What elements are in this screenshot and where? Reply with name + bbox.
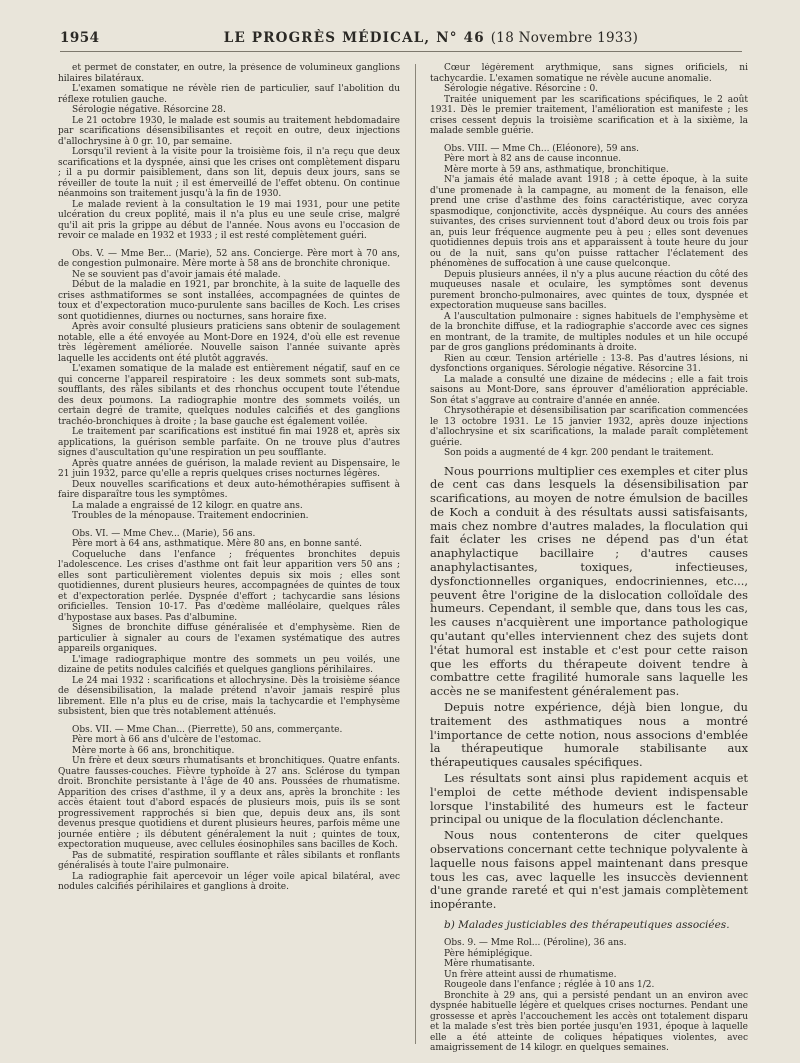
paragraph: Rien au cœur. Tension artérielle : 13-8. Pas d'autres lésions, ni dysfonctions organiques. Sérologie négative. Résorcine 31. (430, 353, 748, 374)
paragraph: Mère rhumatisante. (444, 959, 535, 969)
paragraph: Signes de bronchite diffuse généralisée et d'emphysème. Rien de particulier à signaler au cours de l'examen systématique des autres appareils organiques. (58, 623, 400, 654)
paragraph: Père hémiplégique. (444, 948, 533, 959)
paragraph: La radiographie fait apercevoir un léger voile apical bilatéral, avec nodules calcifiés périhilaires et ganglions à droite. (58, 871, 400, 892)
paragraph: et permet de constater, en outre, la présence de volumineux ganglions hilaires bilatéraux. (58, 63, 400, 84)
paragraph: Pas de submatité, respiration soufflante et râles sibilants et ronflants généralisés à toute l'aire pulmonaire. (58, 850, 400, 871)
column-divider (415, 64, 416, 1044)
left-column (58, 63, 400, 1053)
paragraph: Son poids a augmenté de 4 kgr. 200 pendant le traitement. (444, 448, 714, 458)
paragraph: Père mort à 64 ans, asthmatique. Mère 80 ans, en bonne santé. (72, 539, 363, 549)
running-title (120, 30, 742, 46)
paragraph: Début de la maladie en 1921, par bronchite, à la suite de laquelle des crises asthmatiformes se sont installées, accompagnées de quintes de toux et d'expectoration muco-purulente sans bacilles de Koch. Les crises sont quotidiennes, diurnes ou nocturnes, sans horaire fixe. (58, 280, 400, 322)
issue-date: (18 Novembre 1933) (490, 30, 639, 46)
paragraph: Mère morte à 59 ans, asthmatique, bronchitique. (444, 164, 669, 175)
paragraph: Coqueluche dans l'enfance ; fréquentes bronchites depuis l'adolescence. Les crises d'asthme ont fait leur apparition vers 50 ans ; elles sont particulièrement violentes depuis six mois ; elles sont quotidiennes, durent plusieurs heures, accompagnées de quintes de toux et d'expectoration perlée. Dyspnée d'effort ; tachycardie sans lésions orificielles. Tension 10-17. Pas d'œdème malléolaire, quelques râles d'hypostase aux bases. Pas d'albumine. (58, 549, 400, 623)
paragraph: L'image radiographique montre des sommets un peu voilés, une dizaine de petits nodules calcifiés et quelques ganglions périhilaires. (58, 654, 400, 675)
paragraph: L'examen somatique ne révèle rien de particulier, sauf l'abolition du réflexe rotulien gauche. (58, 84, 400, 105)
page-number: 1954 (60, 30, 100, 46)
paragraph: Traitée uniquement par les scarifications spécifiques, le 2 août 1931. Dès le premier traitement, l'amélioration est manifeste ; les crises cessent depuis la troisième scarification et à la sixième, la malade semble guérie. (430, 94, 748, 136)
observation-heading: Obs. VIII. — Mme Ch... (Eléonore), 59 ans. (444, 143, 640, 154)
page-header (60, 30, 742, 52)
paragraph: Après quatre années de guérison, la malade revient au Dispensaire, le 21 juin 1932, parce qu'elle a repris quelques crises nocturnes légères. (58, 458, 400, 479)
paragraph: Un frère atteint aussi de rhumatisme. (444, 969, 617, 980)
paragraph: Père mort à 66 ans d'ulcère de l'estomac. (72, 735, 262, 745)
paragraph: Bronchite à 29 ans, qui a persisté pendant un an environ avec dyspnée habituelle légère et quelques crises nocturnes. Pendant une grossesse et après l'accouchement les accès ont totalement disparu et la malade s'est très bien portée jusqu'en 1931, époque à laquelle elle a été atteinte de coliques hépatiques violentes, avec amaigrissement de 14 kilogr. en quelques semaines. (430, 990, 748, 1053)
paragraph: N'a jamais été malade avant 1918 ; à cette époque, à la suite d'une promenade à la campagne, au moment de la fenaison, elle prend une crise d'asthme des foins caractéristique, avec coryza spasmodique, conjonctivite, accès dyspnéique. Au cours des années suivantes, des crises surviennent tout d'abord deux ou trois fois par an, puis leur fréquence augmente peu à peu ; elles sont devenues quotidiennes depuis trois ans et apparaissent à toute heure du jour ou de la nuit, sans qu'on puisse rattacher l'éclatement des phénomènes de suffocation à une cause quelconque. (430, 175, 748, 269)
issue-number: N° 46 (436, 30, 485, 46)
paragraph: Le 24 mai 1932 : scarifications et allochrysine. Dès la troisième séance de désensibilisation, la malade prétend n'avoir jamais respiré plus librement. Elle n'a plus eu de crise, mais la tachycardie et l'emphysème subsistent, bien que très notablement atténués. (58, 675, 400, 717)
paragraph: La malade a engraissé de 12 kilogr. en quatre ans. (72, 500, 303, 511)
journal-name: LE PROGRÈS MÉDICAL, (223, 30, 431, 46)
paragraph: Ne se souvient pas d'avoir jamais été malade. (72, 269, 281, 280)
observation-heading: Obs. VII. — Mme Chan... (Pierrette), 50 ans, commerçante. (72, 724, 343, 735)
paragraph: L'examen somatique de la malade est entièrement négatif, sauf en ce qui concerne l'appareil respiratoire : les deux sommets sont sub-mats, soufflants, des râles sibilants et des rhonchus occupent toute l'étendue des deux poumons. La radiographie montre des sommets voilés, un certain degré de tramite, quelques nodules calcifiés et des ganglions trachéo-bronchiques à droite ; la base gauche est également voilée. (58, 364, 400, 427)
observation-heading: Obs. V. — Mme Ber... (Marie), 52 ans. Concierge. Père mort à 70 ans, de congestion pulmonaire. Mère morte à 58 ans de bronchite chronique. (58, 248, 400, 269)
paragraph: Lorsqu'il revient à la visite pour la troisième fois, il n'a reçu que deux scarifications et la dyspnée, ainsi que les crises ont complètement disparu ; il a pu dormir paisiblement, dans son lit, depuis deux jours, sans se réveiller de toute la nuit ; il est émerveillé de l'effet obtenu. On continue néanmoins son traitement jusqu'à la fin de 1930. (58, 147, 400, 199)
observation-heading: Obs. 9. — Mme Rol... (Péroline), 36 ans. (444, 938, 627, 948)
paragraph: Depuis plusieurs années, il n'y a plus aucune réaction du côté des muqueuses nasale et oculaire, les symptômes sont devenus purement broncho-pulmonaires, avec quintes de toux, dyspnée et expectoration muqueuse sans bacilles. (430, 269, 748, 311)
right-column (430, 63, 748, 1053)
paragraph: Sérologie négative. Résorcine 28. (72, 105, 226, 115)
paragraph: Les résultats sont ainsi plus rapidement acquis et l'emploi de cette méthode devient indispensable lorsque l'instabilité des humeurs est le facteur principal ou unique de la floculation déclenchante. (430, 771, 748, 827)
observation-heading: Obs. VI. — Mme Chev... (Marie), 56 ans. (72, 528, 256, 539)
paragraph: Après avoir consulté plusieurs praticiens sans obtenir de soulagement notable, elle a été envoyée au Mont-Dore en 1924, d'où elle est revenue très légèrement améliorée. Nouvelle saison l'année suivante après laquelle les accidents ont été plutôt aggravés. (58, 322, 400, 364)
paragraph: Cœur légèrement arythmique, sans signes orificiels, ni tachycardie. L'examen somatique ne révèle aucune anomalie. (430, 63, 748, 84)
paragraph: Mère morte à 66 ans, bronchitique. (72, 745, 235, 756)
paragraph: A l'auscultation pulmonaire : signes habituels de l'emphysème et de la bronchite diffuse, et la radiographie s'accorde avec ces signes en montrant, de la tramite, de multiples nodules et un hile occupé par de gros ganglions prédominants à droite. (430, 311, 748, 353)
paragraph: Le malade revient à la consultation le 19 mai 1931, pour une petite ulcération du creux poplité, mais il n'a plus eu une seule crise, malgré qu'il ait pris la grippe au début de l'année. Nous avons eu l'occasion de revoir ce malade en 1932 et 1933 ; il est resté complètement guéri. (58, 199, 400, 241)
paragraph: Troubles de la ménopause. Traitement endocrinien. (72, 511, 309, 521)
paragraph: Le 21 octobre 1930, le malade est soumis au traitement hebdomadaire par scarifications désensibilisantes et reçoit en outre, deux injections d'allochrysine à 0 gr. 10, par semaine. (58, 115, 400, 147)
paragraph: Le traitement par scarifications est institué fin mai 1928 et, après six applications, la guérison semble parfaite. On ne trouve plus d'autres signes d'auscultation qu'une respiration un peu soufflante. (58, 427, 400, 458)
paragraph: Nous pourrions multiplier ces exemples et citer plus de cent cas dans lesquels la désensibilisation par scarifications, au moyen de notre émulsion de bacilles de Koch a conduit à des résultats aussi satisfaisants, mais chez nombre d'autres malades, la floculation qui fait éclater les crises ne dépend pas d'un état anaphylactique bacillaire ; d'autres causes anaphylactisantes, toxiques, infectieuses, dysfonctionnelles organiques, endocriniennes, etc..., peuvent être l'origine de la dislocation colloïdale des humeurs. Cependant, il semble que, dans tous les cas, les causes n'acquièrent une importance pathologique qu'autant qu'elles interviennent chez des sujets dont l'état humoral est instable et c'est pour cette raison que les efforts du thérapeute doivent tendre à combattre cette fragilité humorale sans laquelle les accès ne se manifestent généralement pas. (430, 463, 748, 699)
paragraph: Deux nouvelles scarifications et deux auto-hémothérapies suffisent à faire disparaître tous les symptômes. (58, 479, 400, 500)
section-subheading: b) Malades justiciables des thérapeutiques associées. (444, 919, 730, 931)
paragraph: Chrysothérapie et désensibilisation par scarification commencées le 13 octobre 1931. Le 15 janvier 1932, après douze injections d'allochrysine et six scarifications, la malade paraît complètement guérie. (430, 406, 748, 448)
paragraph: Sérologie négative. Résorcine : 0. (444, 84, 599, 94)
paragraph: Nous nous contenterons de citer quelques observations concernant cette technique polyvalente à laquelle nous faisons appel maintenant dans presque tous les cas, avec laquelle les insuccès deviennent d'une grande rareté et qui n'est jamais complètement inopérante. (430, 828, 748, 912)
paragraph: Un frère et deux sœurs rhumatisants et bronchitiques. Quatre enfants. Quatre fausses-couches. Fièvre typhoïde à 27 ans. Sclérose du tympan droit. Bronchite persistante à l'âge de 40 ans. Poussées de rhumatisme. Apparition des crises d'asthme, il y a deux ans, après la bronchite : les accès étaient tout d'abord espacés de plusieurs mois, puis ils se sont progressivement rapprochés si bien que, depuis deux ans, ils sont devenus presque quotidiens et durent plusieurs heures, parfois même une journée entière ; ils débutent généralement la nuit ; quintes de toux, expectoration muqueuse, avec cellules éosinophiles sans bacilles de Koch. (58, 756, 400, 850)
paragraph: Depuis notre expérience, déjà bien longue, du traitement des asthmatiques nous a montré l'importance de cette notion, nous associons d'emblée la thérapeutique humorale stabilisante aux thérapeutiques causales spécifiques. (430, 700, 748, 770)
paragraph: La malade a consulté une dizaine de médecins ; elle a fait trois saisons au Mont-Dore, sans éprouver d'amélioration appréciable. Son état s'aggrave au contraire d'année en année. (430, 374, 748, 406)
paragraph: Père mort à 82 ans de cause inconnue. (444, 154, 622, 164)
paragraph: Rougeole dans l'enfance ; réglée à 10 ans 1/2. (444, 980, 655, 990)
